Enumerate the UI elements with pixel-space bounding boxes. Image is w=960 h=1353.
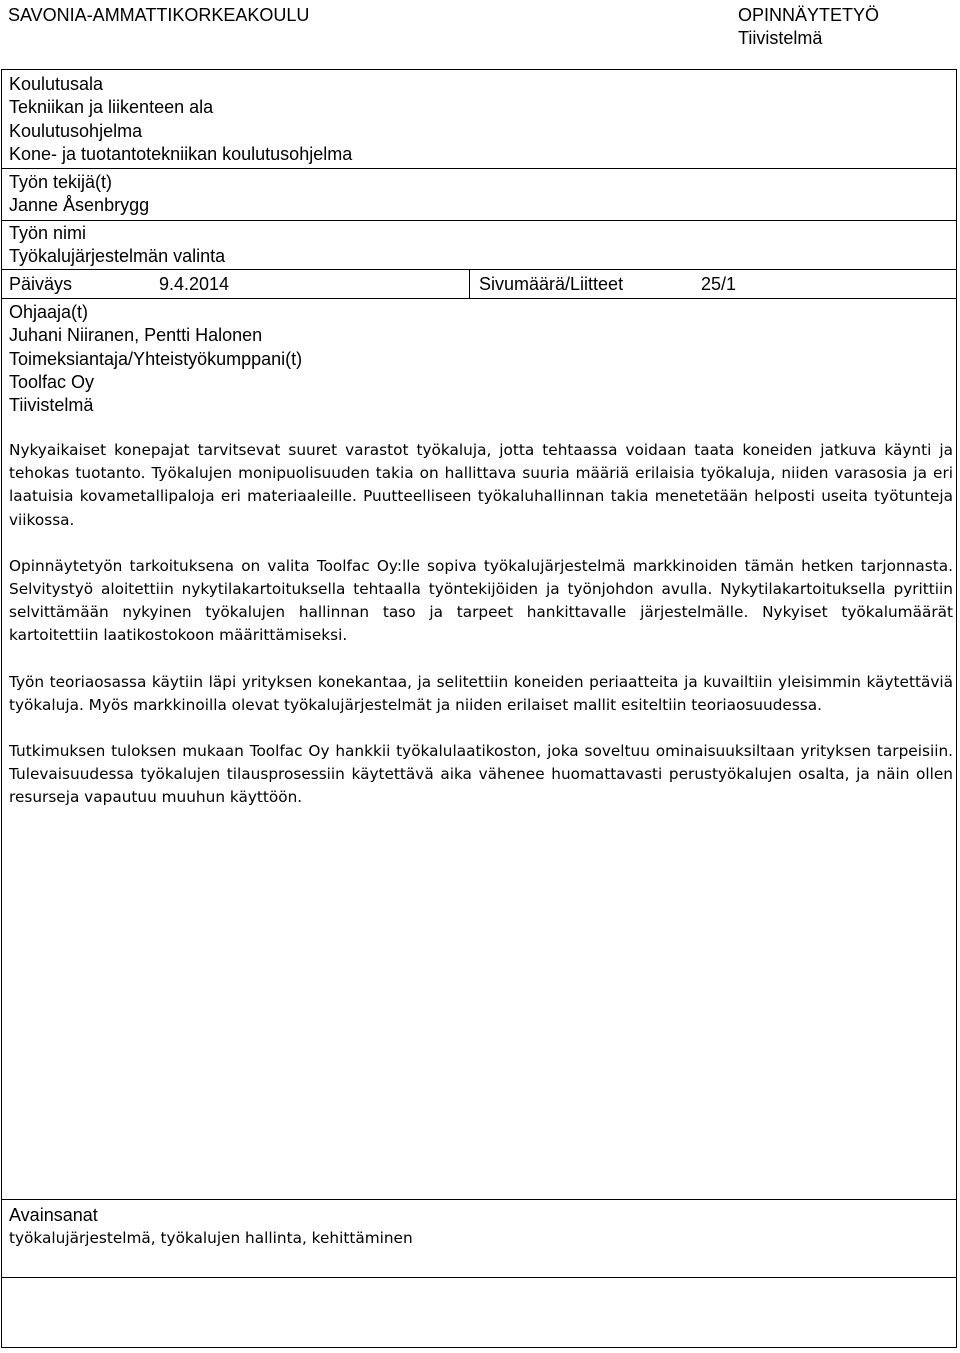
abstract-body [9, 439, 953, 833]
abstract-paragraph: Työn teoriaosassa käytiin läpi yrityksen konekantaa, ja selitettiin koneiden periaatteita ja kuvailtiin yleisimmin käytettäviä työkaluja. Myös markkinoilla olevat työkalujärjestelmät ja niiden erilaiset mallit esiteltiin teoriaosuudessa. [9, 672, 953, 714]
field-label: Koulutusala [9, 74, 104, 94]
supervisor-label: Ohjaaja(t) [9, 302, 89, 322]
abstract-paragraph: Opinnäytetyön tarkoituksena on valita Toolfac Oy:lle sopiva työkalujärjestelmä markkinoiden tämän hetken tarjonnasta. Selvitystyö aloitettiin nykytilakartoituksella tehtaalla työntekijöiden ja työnjohdon avulla. Nykytilakartoituksella pyrittiin selvittämään nykyinen työkalujen hallinnan taso ja tarpeet hankittavalle järjestelmälle. Nykyiset työkalumäärät kartoitettiin laatikostokoon määrittämiseksi. [9, 556, 953, 645]
abstract-paragraph: Nykyaikaiset konepajat tarvitsevat suuret varastot työkaluja, jotta tehtaassa voidaan taata koneiden jatkuva käynti ja tehokas tuotanto. Työkalujen monipuolisuuden takia on hallittava suuria määriä erilaisia työkaluja, niiden varasosia ja eri laatuisia kovametallipaloja eri materiaaleille. Puutteelliseen työkaluhallinnan takia menetetään helposti useita työtunteja viikossa. [9, 441, 953, 529]
supervisor-value: Juhani Niiranen, Pentti Halonen [9, 325, 263, 345]
divider [2, 269, 956, 270]
author-label: Työn tekijä(t) [9, 172, 113, 192]
client-label: Toimeksiantaja/Yhteistyökumppani(t) [9, 349, 303, 369]
client-value: Toolfac Oy [9, 372, 95, 392]
document-subtitle: Tiivistelmä [738, 28, 823, 48]
keywords-value: työkalujärjestelmä, työkalujen hallinta, kehittäminen [9, 1229, 413, 1247]
pages-label: Sivumäärä/Liitteet [479, 274, 624, 294]
abstract-paragraph: Tutkimuksen tuloksen mukaan Toolfac Oy hankkii työkalulaatikoston, joka soveltuu ominaisuuksiltaan yrityksen tarpeisiin. Tulevaisuudessa työkalujen tilausprosessiin käytettävä aika vähenee huomattavasti perustyökalujen osalta, ja näin ollen resurseja vapautuu muuhun käyttöön. [9, 742, 953, 807]
date-value: 9.4.2014 [159, 274, 230, 294]
program-label: Koulutusohjelma [9, 121, 143, 141]
pages-value: 25/1 [701, 274, 737, 294]
divider [469, 269, 470, 298]
thesis-title-label: Työn nimi [9, 223, 87, 243]
author-value: Janne Åsenbrygg [9, 195, 150, 215]
document-type: OPINNÄYTETYÖ [738, 5, 880, 25]
thesis-title-value: Työkalujärjestelmän valinta [9, 246, 226, 266]
divider [2, 1277, 956, 1278]
divider [2, 168, 956, 169]
abstract-label: Tiivistelmä [9, 395, 94, 415]
abstract-form [1, 69, 957, 1348]
divider [2, 220, 956, 221]
date-label: Päiväys [9, 274, 73, 294]
field-value: Tekniikan ja liikenteen ala [9, 97, 214, 117]
institution-name: SAVONIA-AMMATTIKORKEAKOULU [8, 5, 310, 25]
divider [2, 298, 956, 299]
program-value: Kone- ja tuotantotekniikan koulutusohjelma [9, 144, 353, 164]
divider [2, 1199, 956, 1200]
keywords-label: Avainsanat [9, 1205, 98, 1225]
